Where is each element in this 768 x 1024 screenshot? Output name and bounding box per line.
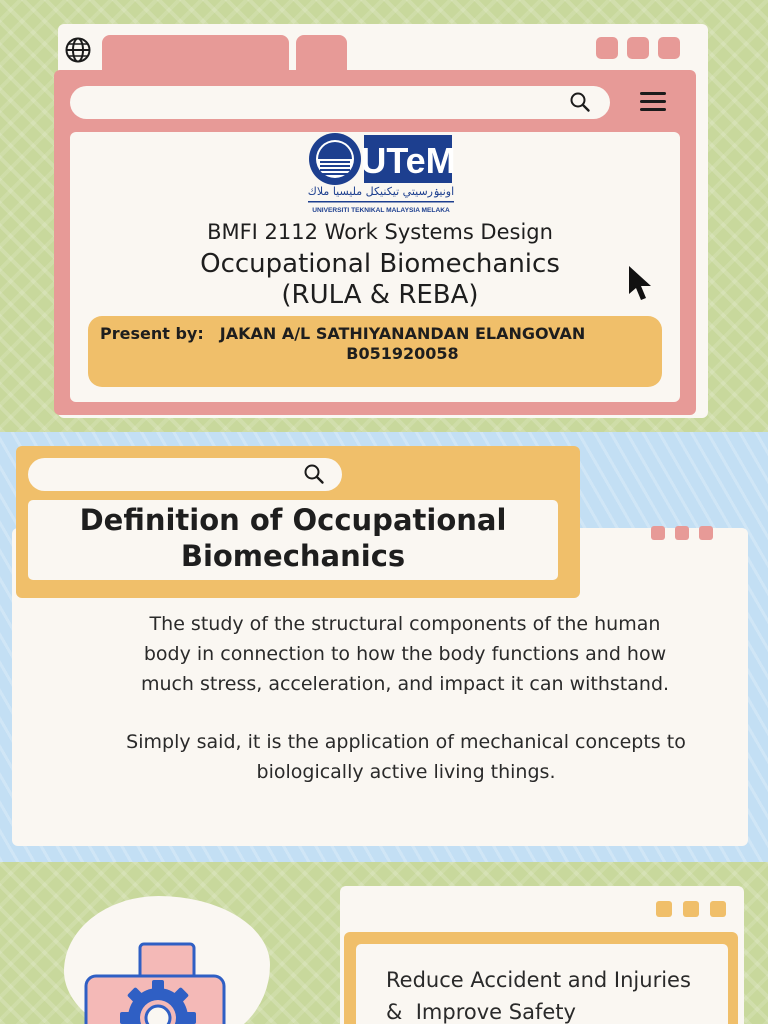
present-label: Present by:	[100, 324, 204, 343]
search-icon[interactable]	[303, 463, 325, 485]
svg-text:UNIVERSITI TEKNIKAL MALAYSIA M: UNIVERSITI TEKNIKAL MALAYSIA MELAKA	[312, 207, 450, 214]
window-control-button[interactable]	[710, 901, 726, 917]
utem-logo	[306, 131, 456, 217]
benefit-line: & Improve Safety	[386, 1000, 576, 1024]
window-control-button[interactable]	[596, 37, 618, 59]
benefit-text	[386, 964, 726, 1024]
summary-paragraph	[86, 727, 726, 787]
paragraph-line: The study of the structural components of the human	[149, 613, 661, 635]
benefit-line: Reduce Accident and Injuries	[386, 968, 691, 992]
paragraph-line: biologically active living things.	[256, 761, 556, 783]
hamburger-menu-icon[interactable]	[640, 92, 666, 112]
mouse-pointer-icon	[626, 264, 654, 304]
paragraph-line: much stress, acceleration, and impact it can withstand.	[140, 673, 670, 695]
paragraph-line: Simply said, it is the application of mechanical concepts to	[126, 731, 686, 753]
title-line: (RULA & REBA)	[281, 280, 479, 310]
search-bar[interactable]	[28, 458, 342, 491]
browser-tab-new[interactable]	[296, 35, 347, 75]
title-line: Biomechanics	[180, 539, 406, 573]
svg-text:اونيۏرسيتي تيكنيكل مليسيا ملاك: اونيۏرسيتي تيكنيكل مليسيا ملاك	[307, 185, 455, 198]
globe-icon[interactable]	[64, 36, 92, 64]
presenter-info	[200, 324, 605, 364]
presenter-id: B051920058	[346, 344, 459, 363]
window-control-button[interactable]	[658, 37, 680, 59]
window-control-button[interactable]	[683, 901, 699, 917]
title-line: Occupational Biomechanics	[200, 249, 560, 279]
title-line: Definition of Occupational	[79, 503, 507, 537]
window-control-button[interactable]	[675, 526, 689, 540]
window-control-button[interactable]	[699, 526, 713, 540]
window-control-button[interactable]	[627, 37, 649, 59]
search-icon[interactable]	[569, 91, 591, 113]
presentation-title	[70, 249, 690, 311]
svg-text:UTeM: UTeM	[360, 140, 456, 181]
definition-paragraph	[100, 609, 710, 699]
course-code: BMFI 2112 Work Systems Design	[207, 220, 553, 244]
paragraph-line: body in connection to how the body functions and how	[143, 643, 667, 665]
window-control-button[interactable]	[656, 901, 672, 917]
presenter-name: JAKAN A/L SATHIYANANDAN ELANGOVAN	[219, 324, 586, 343]
definition-title	[28, 502, 558, 574]
search-bar[interactable]	[70, 86, 610, 119]
window-control-button[interactable]	[651, 526, 665, 540]
toolbox-gear-icon	[84, 942, 226, 1024]
browser-tab-main[interactable]	[102, 35, 289, 75]
